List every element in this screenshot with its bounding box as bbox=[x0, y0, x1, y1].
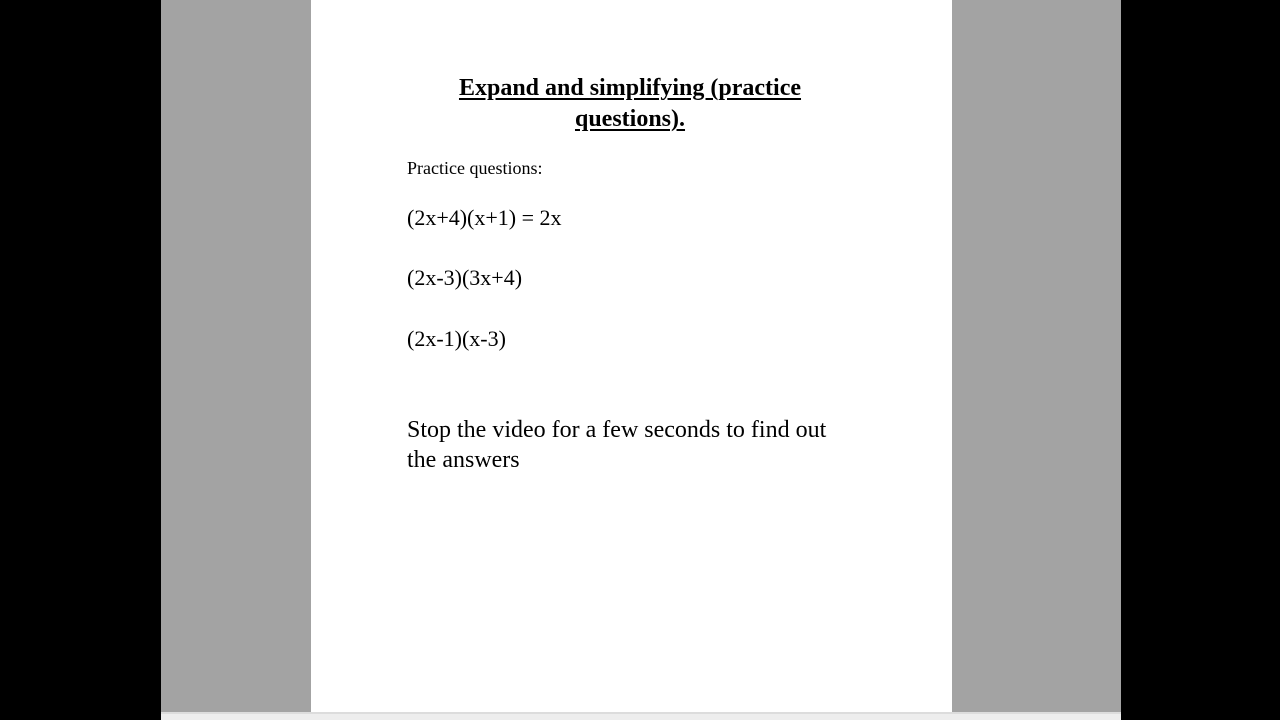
question-1: (2x+4)(x+1) = 2x bbox=[407, 205, 562, 230]
practice-questions-label: Practice questions: bbox=[407, 158, 543, 178]
instruction-text: Stop the video for a few seconds to find out the answers bbox=[407, 417, 827, 473]
document-viewer-workspace bbox=[161, 0, 1121, 720]
viewer-bottom-edge bbox=[161, 712, 1121, 720]
document-page bbox=[311, 0, 952, 712]
question-3: (2x-1)(x-3) bbox=[407, 326, 506, 351]
question-2: (2x-3)(3x+4) bbox=[407, 265, 523, 290]
page-title: Expand and simplifying (practice questions). bbox=[458, 75, 802, 132]
